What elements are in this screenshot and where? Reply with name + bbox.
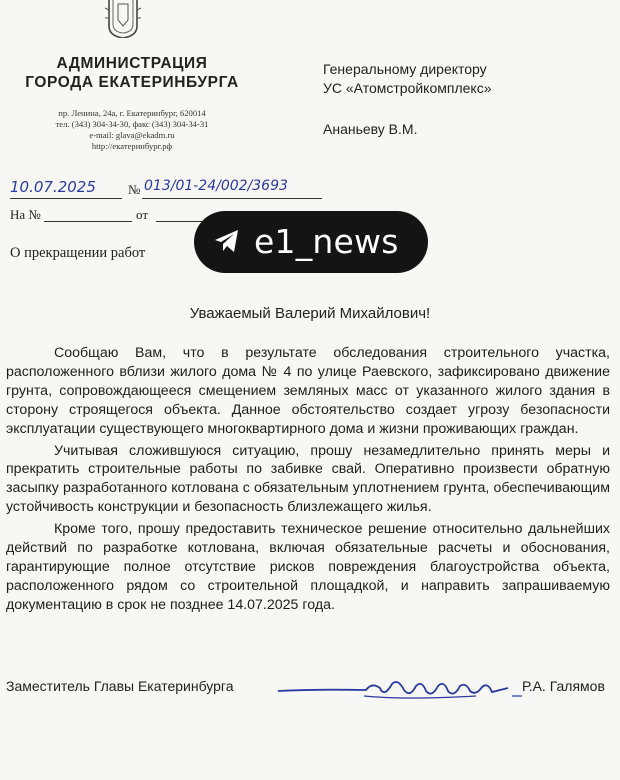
letter-body (6, 344, 610, 615)
address-line: пр. Ленина, 24а, г. Екатеринбург, 620014 (58, 108, 206, 118)
recipient-block (323, 60, 613, 139)
body-paragraph-1: Сообщаю Вам, что в результате обследования строительного участка, расположенного вблизи жилого дома № 4 по улице Раевского, зафиксировано движение грунта, сопровождающееся смещением земляных масс от указанного жилого здания в сторону строящегося объекта. Данное обстоятельство создает угрозу безопасности эксплуатации существующего многоквартирного дома и жизни проживающих граждан. (6, 345, 610, 437)
watermark-text: e1_news (254, 222, 399, 261)
organization-name (22, 54, 242, 92)
email-line: e-mail: glava@ekadm.ru (89, 130, 175, 140)
recipient-position: Генеральному директору (323, 61, 487, 77)
signer-title: Заместитель Главы Екатеринбурга (6, 678, 234, 694)
date-underline (10, 198, 122, 199)
number-underline (142, 198, 322, 199)
website-line: http://екатеринбург.рф (91, 141, 173, 151)
organization-line-2: ГОРОДА ЕКАТЕРИНБУРГА (25, 74, 239, 91)
handwritten-signature (276, 674, 526, 708)
organization-line-1: АДМИНИСТРАЦИЯ (56, 55, 208, 72)
recipient-company: УС «Атомстройкомплекс» (323, 80, 492, 96)
registration-number-label: № (128, 182, 141, 197)
reference-number-blank (44, 221, 132, 222)
telegram-icon (214, 229, 240, 253)
letter-subject: О прекращении работ (10, 245, 146, 261)
registration-line (10, 178, 340, 202)
reference-date-label: от (136, 207, 149, 222)
phone-line: тел. (343) 304-34-30, факс (343) 304-34-31 (55, 119, 209, 129)
body-paragraph-2: Учитывая сложившуюся ситуацию, прошу незамедлительно принять меры и прекратить строительные работы по забивке свай. Оперативно произвести обратную засыпку разработанного котлована с обязательным уплотнением грунта, обеспечивающим устойчивость конструкции и безопасность близлежащего жилья. (6, 442, 610, 516)
recipient-name: Ананьеву В.М. (323, 121, 418, 137)
body-paragraph-3: Кроме того, прошу предоставить техническое решение относительно дальнейших действий по разработке котлована, включая обязательные расчеты и обоснования, гарантирующие полное отсутствие рисков повреждения благоустройства объекта, расположенного рядом со строительной площадкой, и направить запрашиваемую документацию в срок не позднее 14.07.2025 года. (6, 521, 610, 613)
watermark-badge (194, 211, 428, 273)
registration-date: 10.07.2025 (10, 178, 96, 196)
registration-number: 013/01-24/002/3693 (144, 178, 288, 194)
signer-name: Р.А. Галямов (522, 678, 605, 694)
reference-number-label: На № (10, 207, 41, 222)
signature-row (6, 678, 614, 708)
salutation: Уважаемый Валерий Михайлович! (189, 305, 431, 322)
coat-of-arms-icon (103, 0, 143, 38)
organization-contacts (22, 108, 242, 152)
